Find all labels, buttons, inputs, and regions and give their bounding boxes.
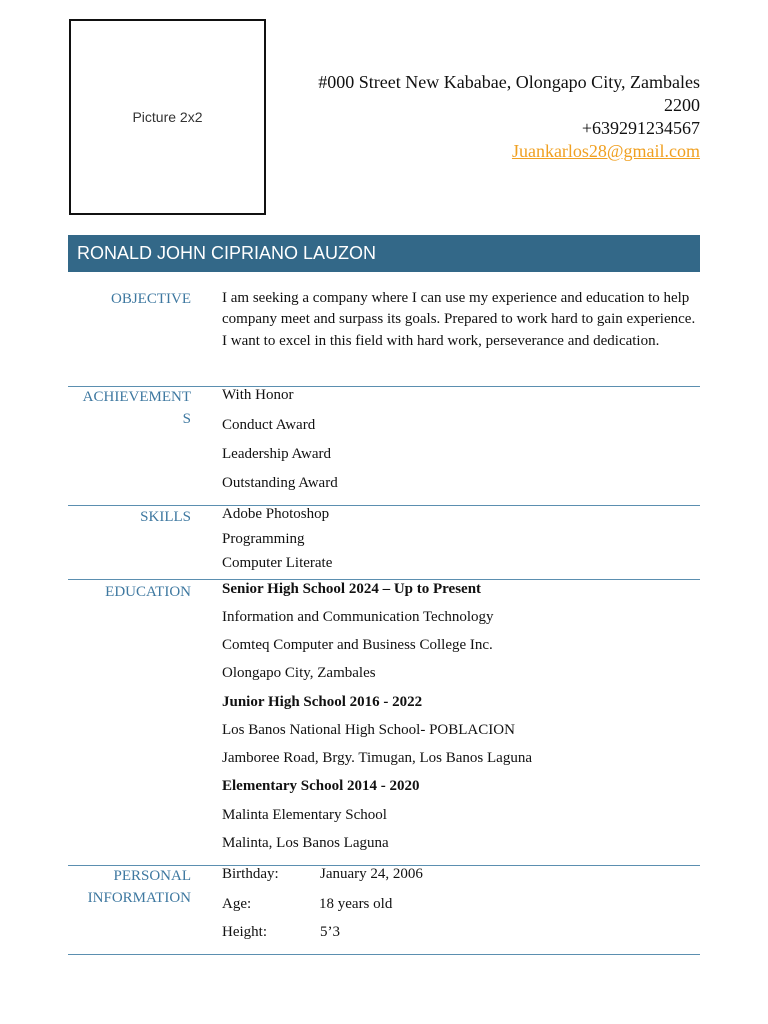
list-item: Malinta, Los Banos Laguna	[222, 835, 389, 851]
email-link[interactable]: Juankarlos28@gmail.com	[511, 141, 700, 161]
full-name: RONALD JOHN CIPRIANO LAUZON	[77, 243, 377, 263]
education-heading: Senior High School 2024 – Up to Present	[222, 581, 482, 597]
list-item: Information and Communication Technology	[222, 609, 494, 625]
list-item: Jamboree Road, Brgy. Timugan, Los Banos Laguna	[222, 750, 532, 766]
objective-label: OBJECTIVE	[111, 291, 191, 307]
list-item: Adobe Photoshop	[222, 506, 330, 522]
list-item: Los Banos National High School- POBLACION	[222, 722, 515, 738]
address-line-1: #000 Street New Kababae, Olongapo City, Zambales	[318, 72, 700, 92]
list-item: Computer Literate	[222, 555, 333, 571]
info-value: January 24, 2006	[320, 866, 423, 882]
contact-block	[318, 71, 700, 163]
achievements-label	[68, 386, 191, 430]
achievements-label-line-2: S	[182, 411, 191, 427]
list-item: Malinta Elementary School	[222, 807, 387, 823]
skills-section	[68, 506, 700, 580]
personal-info-section	[68, 866, 700, 955]
photo-label: Picture 2x2	[132, 109, 203, 125]
photo-placeholder	[69, 19, 266, 215]
personal-info-label-line-1: PERSONAL	[113, 868, 191, 884]
list-item: Leadership Award	[222, 446, 331, 462]
name-header	[68, 235, 700, 272]
skills-label: SKILLS	[140, 509, 191, 525]
phone-number: +639291234567	[581, 118, 700, 138]
achievements-section	[68, 387, 700, 506]
education-heading: Elementary School 2014 - 2020	[222, 778, 420, 794]
objective-text: I am seeking a company where I can use my experience and education to help company meet and surpass its goals. Prepared to work hard to gain experience. I want to excel in this field with hard work, perseverance and dedication.	[222, 290, 696, 349]
list-item: Olongapo City, Zambales	[222, 665, 376, 681]
list-item: Programming	[222, 531, 305, 547]
personal-info-label-line-2: INFORMATION	[87, 890, 191, 906]
list-item: Outstanding Award	[222, 475, 338, 491]
info-key: Birthday:	[222, 866, 279, 882]
address-line-2: 2200	[664, 95, 700, 115]
education-heading: Junior High School 2016 - 2022	[222, 694, 423, 710]
objective-section	[68, 272, 700, 387]
personal-info-label	[68, 865, 191, 909]
list-item: With Honor	[222, 387, 294, 403]
list-item: Comteq Computer and Business College Inc.	[222, 637, 493, 653]
achievements-label-line-1: ACHIEVEMENT	[82, 389, 191, 405]
education-section	[68, 580, 700, 866]
info-value: 5’3	[320, 924, 340, 940]
info-key: Age:	[222, 896, 252, 912]
list-item: Conduct Award	[222, 417, 316, 433]
education-label: EDUCATION	[105, 584, 191, 600]
info-value: 18 years old	[319, 896, 393, 912]
info-key: Height:	[222, 924, 267, 940]
